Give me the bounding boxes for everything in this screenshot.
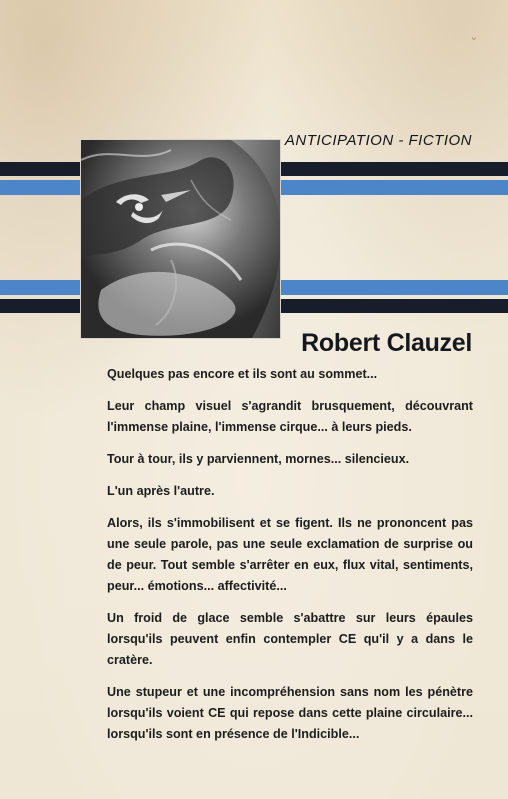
blurb-paragraph: Une stupeur et une incompréhension sans nom les pénètre lorsqu'ils voient CE qui repose dans cette plaine circulaire... lorsqu'ils sont en présence de l'Indicible... xyxy=(107,685,473,741)
author-name: Robert Clauzel xyxy=(301,329,472,357)
blurb-paragraph: L'un après l'autre. xyxy=(107,484,215,498)
blurb-paragraph: Leur champ visuel s'agrandit brusquement, découvrant l'immense plaine, l'immense cirque... à leurs pieds. xyxy=(107,399,473,434)
cover-illustration xyxy=(80,139,281,339)
blurb-paragraph: Alors, ils s'immobilisent et se figent. Ils ne prononcent pas une seule parole, pas une seule exclamation de surprise ou de peur. Tout semble s'arrêter en eux, flux vital, sentiments, peur... émotions... affectivité... xyxy=(107,516,473,593)
blurb-paragraph: Un froid de glace semble s'abattre sur leurs épaules lorsqu'ils peuvent enfin contempler CE qu'il y a dans le cratère. xyxy=(107,611,473,667)
handwritten-mark: ᵕ xyxy=(472,34,476,45)
blurb-paragraph: Tour à tour, ils y parviennent, mornes... silencieux. xyxy=(107,452,410,466)
blurb xyxy=(107,364,473,756)
series-title: ANTICIPATION - FICTION xyxy=(284,132,472,149)
sci-fi-spaceship-illustration-icon xyxy=(81,140,281,339)
blurb-paragraph: Quelques pas encore et ils sont au sommet... xyxy=(107,367,378,381)
